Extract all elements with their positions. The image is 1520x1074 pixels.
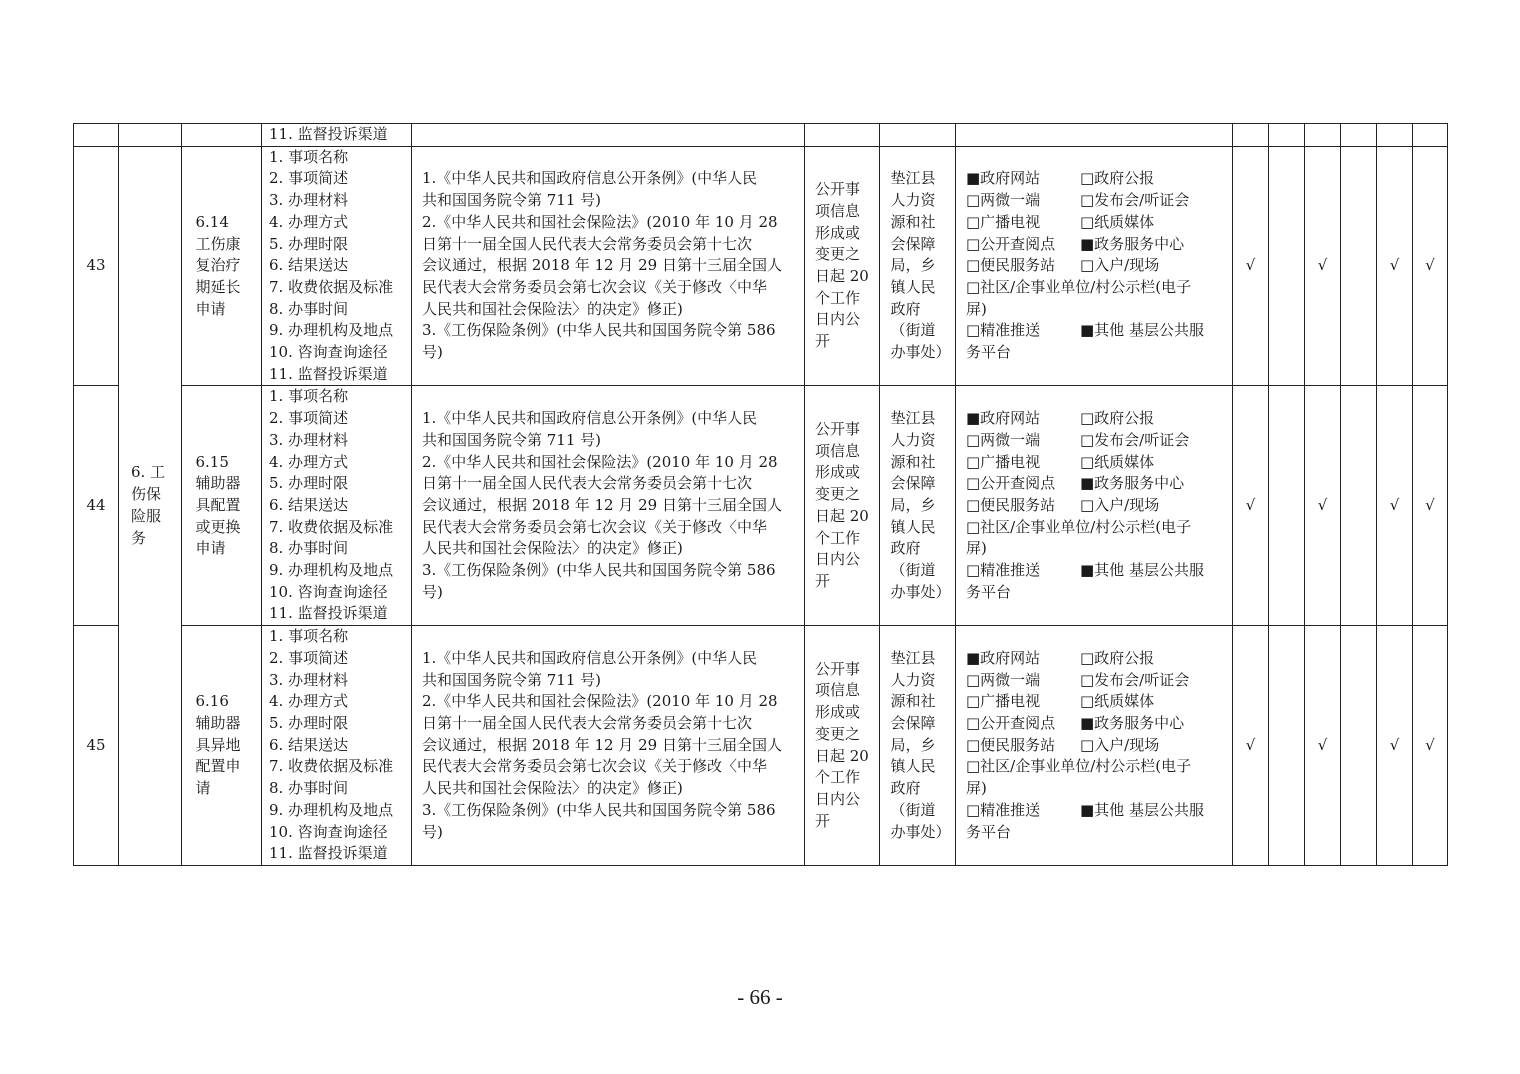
basis-line: 2.《中华人民共和国社会保险法》(2010 年 10 月 28 [422,212,778,231]
basis-line: 民代表大会常务委员会第七次会议《关于修改〈中华 [422,517,768,536]
channel-option: □公开查阅点 [966,474,1056,493]
item-line: 10. 咨询查询途径 [269,343,388,362]
item-line: 9. 办理机构及地点 [269,321,394,340]
item-line: 3. 办理材料 [269,191,349,210]
channel-option: ■其他 基层公共服 [1080,561,1204,580]
basis-line: 人民共和国社会保险法〉的决定》修正) [422,539,683,558]
channel-option: □社区/企事业单位/村公示栏(电子 [966,517,1192,536]
basis-line: 民代表大会常务委员会第七次会议《关于修改〈中华 [422,757,768,776]
item-line: 1. 事项名称 [269,147,349,166]
channel-option-cont: 务平台 [966,822,1012,841]
check-mark: √ [1413,146,1448,386]
item-line: 2. 事项简述 [269,409,349,428]
item-line: 11. 监督投诉渠道 [269,604,388,623]
channel-option: ■政府网站 [966,648,1041,667]
content-items [262,386,412,626]
channel-pair [966,168,1232,190]
channel-pair [966,452,1232,474]
row-number: 45 [74,626,119,866]
channel-pair [966,190,1232,212]
item-line: 11. 监督投诉渠道 [269,125,388,143]
subject-cell [880,386,956,626]
table-row [74,626,1448,866]
item-name-cell [182,626,262,866]
check-mark: √ [1233,626,1269,866]
item-line: 5. 办理时限 [269,713,349,732]
item-name: 6.15 辅助器具配置或更换申请 [195,452,241,558]
item-line: 7. 收费依据及标准 [269,517,394,536]
channel-pair [966,800,1232,822]
legal-basis [412,626,805,866]
basis-line: 共和国国务院令第 711 号) [422,191,602,210]
subject-cell [880,626,956,866]
channel-pair [966,495,1232,517]
check-mark [1341,626,1377,866]
item-line: 3. 办理材料 [269,430,349,449]
basis-line: 3.《工伤保险条例》(中华人民共和国国务院令第 586 [422,321,776,340]
item-name: 6.14 工伤康复治疗期延长申请 [195,212,241,318]
channel-option: □精准推送 [966,561,1041,580]
channel-option: □两微一端 [966,191,1041,210]
channel-option: □便民服务站 [966,735,1056,754]
item-line: 4. 办理方式 [269,212,349,231]
channel-option: □发布会/听证会 [1080,670,1190,689]
channel-option: ■政务服务中心 [1080,474,1185,493]
channel-option: ■政务服务中心 [1080,234,1185,253]
subject: 垫江县人力资源和社会保障局，乡镇人民政府（街道办事处） [890,648,951,841]
check-mark [1341,386,1377,626]
channel-option: □纸质媒体 [1080,452,1155,471]
basis-line: 共和国国务院令第 711 号) [422,670,602,689]
item-line: 8. 办事时间 [269,779,349,798]
table-row [74,386,1448,626]
time-limit-cell [805,386,880,626]
item-line: 4. 办理方式 [269,452,349,471]
channel-pair [966,713,1232,735]
basis-line: 共和国国务院令第 711 号) [422,430,602,449]
item-line: 1. 事项名称 [269,387,349,406]
item-line: 2. 事项简述 [269,169,349,188]
channels-cell [956,146,1233,386]
channel-option: □社区/企事业单位/村公示栏(电子 [966,757,1192,776]
channel-option-cont: 屏) [966,299,987,318]
basis-line: 2.《中华人民共和国社会保险法》(2010 年 10 月 28 [422,452,778,471]
channel-pair [966,560,1232,582]
channel-option: □公开查阅点 [966,713,1056,732]
check-mark [1341,146,1377,386]
check-mark: √ [1377,386,1413,626]
check-mark: √ [1233,386,1269,626]
channels-cell [956,386,1233,626]
channel-option: □政府公报 [1080,648,1155,667]
channel-option: ■政务服务中心 [1080,713,1185,732]
channel-pair [966,473,1232,495]
channel-option: □两微一端 [966,430,1041,449]
table-row-continuation [74,124,1448,147]
item-line: 7. 收费依据及标准 [269,277,394,296]
basis-line: 号) [422,582,443,601]
item-line: 1. 事项名称 [269,627,349,646]
basis-line: 会议通过，根据 2018 年 12 月 29 日第十三届全国人 [422,256,782,275]
channel-option: □便民服务站 [966,495,1056,514]
channel-option: □便民服务站 [966,256,1056,275]
category-cell [119,146,182,865]
check-mark [1269,146,1305,386]
channel-option: □入户/现场 [1080,256,1160,275]
item-line: 8. 办事时间 [269,539,349,558]
channel-option: □纸质媒体 [1080,212,1155,231]
item-name: 6.16 辅助器具异地配置申请 [195,692,241,798]
content-items [262,146,412,386]
item-name-cell [182,386,262,626]
basis-line: 3.《工伤保险条例》(中华人民共和国国务院令第 586 [422,561,776,580]
time-limit-cell [805,626,880,866]
channel-pair [966,670,1232,692]
basis-line: 会议通过，根据 2018 年 12 月 29 日第十三届全国人 [422,735,782,754]
check-mark: √ [1233,146,1269,386]
check-mark: √ [1305,386,1341,626]
channel-pair [966,648,1232,670]
item-line: 5. 办理时限 [269,474,349,493]
basis-line: 号) [422,822,443,841]
basis-line: 1.《中华人民共和国政府信息公开条例》(中华人民 [422,648,758,667]
check-mark: √ [1377,626,1413,866]
item-line: 11. 监督投诉渠道 [269,844,388,863]
basis-line: 1.《中华人民共和国政府信息公开条例》(中华人民 [422,409,758,428]
item-line: 6. 结果送达 [269,495,349,514]
subject: 垫江县人力资源和社会保障局，乡镇人民政府（街道办事处） [890,409,951,601]
basis-line: 会议通过，根据 2018 年 12 月 29 日第十三届全国人 [422,495,782,514]
item-line: 10. 咨询查询途径 [269,822,388,841]
item-line: 2. 事项简述 [269,648,349,667]
subject: 垫江县人力资源和社会保障局，乡镇人民政府（街道办事处） [890,169,951,362]
check-mark: √ [1305,626,1341,866]
item-line: 7. 收费依据及标准 [269,757,394,776]
check-mark: √ [1413,626,1448,866]
basis-line: 人民共和国社会保险法〉的决定》修正) [422,299,683,318]
channel-pair [966,430,1232,452]
channel-option: □两微一端 [966,670,1041,689]
channel-option: □广播电视 [966,212,1041,231]
item-line: 5. 办理时限 [269,234,349,253]
channel-option: □发布会/听证会 [1080,191,1190,210]
subject-cell [880,146,956,386]
time-limit-cell [805,146,880,386]
time-limit: 公开事项信息形成或变更之日起 20 个工作日内公开 [815,659,869,830]
channel-option: □公开查阅点 [966,234,1056,253]
channel-option-cont: 屏) [966,539,987,558]
legal-basis [412,146,805,386]
channel-option: □政府公报 [1080,169,1155,188]
time-limit: 公开事项信息形成或变更之日起 20 个工作日内公开 [815,180,869,351]
item-line: 6. 结果送达 [269,735,349,754]
row-number: 44 [74,386,119,626]
channel-option-cont: 屏) [966,779,987,798]
basis-line: 号) [422,343,443,362]
basis-line: 人民共和国社会保险法〉的决定》修正) [422,779,683,798]
channel-option: ■其他 基层公共服 [1080,321,1204,340]
check-mark [1269,626,1305,866]
channel-pair [966,408,1232,430]
channels-cell [956,626,1233,866]
basis-line: 3.《工伤保险条例》(中华人民共和国国务院令第 586 [422,800,776,819]
channel-option-cont: 务平台 [966,343,1012,362]
channel-option: □广播电视 [966,452,1041,471]
channel-pair [966,691,1232,713]
basis-line: 日第十一届全国人民代表大会常务委员会第十七次 [422,234,753,253]
item-line: 10. 咨询查询途径 [269,582,388,601]
channel-pair [966,212,1232,234]
item-line: 9. 办理机构及地点 [269,561,394,580]
time-limit: 公开事项信息形成或变更之日起 20 个工作日内公开 [815,419,869,590]
channel-option: □入户/现场 [1080,495,1160,514]
check-mark: √ [1377,146,1413,386]
channel-option: ■政府网站 [966,169,1041,188]
item-line: 6. 结果送达 [269,256,349,275]
page-number: - 66 - [737,985,783,1009]
check-mark: √ [1305,146,1341,386]
channel-option: □政府公报 [1080,409,1155,428]
channel-option: □入户/现场 [1080,735,1160,754]
channel-option: □精准推送 [966,800,1041,819]
item-line: 8. 办事时间 [269,299,349,318]
check-mark [1269,386,1305,626]
channel-option-cont: 务平台 [966,582,1012,601]
channel-option: ■其他 基层公共服 [1080,800,1204,819]
channel-option: □纸质媒体 [1080,692,1155,711]
basis-line: 日第十一届全国人民代表大会常务委员会第十七次 [422,474,753,493]
legal-basis [412,386,805,626]
channel-option: ■政府网站 [966,409,1041,428]
item-line: 9. 办理机构及地点 [269,800,394,819]
channel-pair [966,735,1232,757]
channel-pair [966,255,1232,277]
channel-option: □广播电视 [966,692,1041,711]
table-row [74,146,1448,386]
check-mark: √ [1413,386,1448,626]
channel-option: □社区/企事业单位/村公示栏(电子 [966,277,1192,296]
channel-pair [966,320,1232,342]
row-number: 43 [74,146,119,386]
basis-line: 2.《中华人民共和国社会保险法》(2010 年 10 月 28 [422,692,778,711]
item-name-cell [182,146,262,386]
item-line: 4. 办理方式 [269,692,349,711]
basis-line: 1.《中华人民共和国政府信息公开条例》(中华人民 [422,169,758,188]
item-line: 3. 办理材料 [269,670,349,689]
channel-option: □精准推送 [966,321,1041,340]
channel-pair [966,234,1232,256]
disclosure-table [73,123,1448,866]
content-items [262,626,412,866]
category-text: 6. 工伤保险服务 [131,463,166,547]
basis-line: 日第十一届全国人民代表大会常务委员会第十七次 [422,713,753,732]
channel-option: □发布会/听证会 [1080,430,1190,449]
basis-line: 民代表大会常务委员会第七次会议《关于修改〈中华 [422,277,768,296]
item-line: 11. 监督投诉渠道 [269,364,388,383]
